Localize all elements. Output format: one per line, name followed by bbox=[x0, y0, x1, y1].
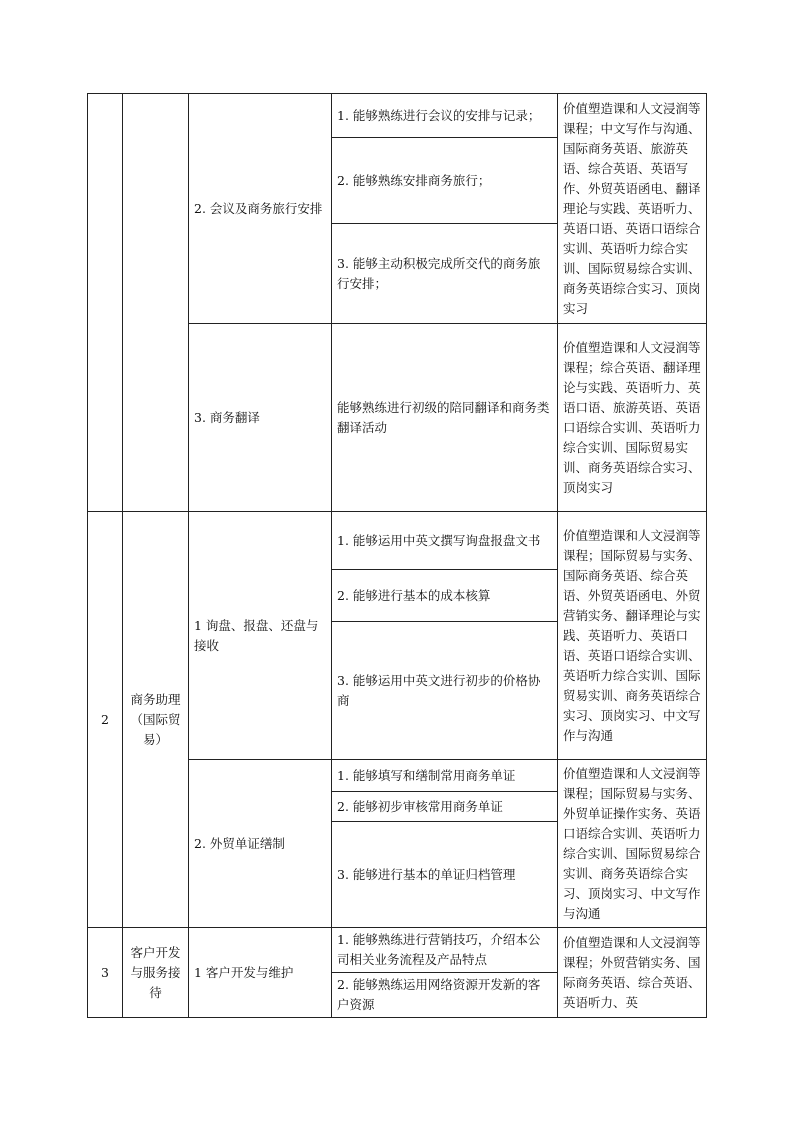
ability-cell bbox=[332, 928, 558, 973]
ability-text: 2. 能够熟练运用网络资源开发新的客户资源 bbox=[337, 977, 541, 1012]
task-name: 2. 会议及商务旅行安排 bbox=[194, 200, 323, 216]
ability-text: 3. 能够进行基本的单证归档管理 bbox=[337, 866, 516, 882]
ability-text: 2. 能够熟练安排商务旅行； bbox=[337, 172, 491, 188]
position-cell bbox=[123, 94, 189, 512]
ability-cell bbox=[332, 973, 558, 1018]
task-name: 1 询盘、报盘、还盘与接收 bbox=[194, 617, 319, 653]
ability-cell bbox=[332, 512, 558, 570]
course-cell bbox=[558, 94, 707, 324]
ability-text: 3. 能够主动积极完成所交代的商务旅行安排； bbox=[337, 255, 541, 291]
row-number-cell: 3 bbox=[88, 928, 123, 1018]
ability-cell bbox=[332, 622, 558, 760]
table-row bbox=[88, 512, 707, 570]
course-text: 价值塑造课和人文浸润等课程；国际贸易与实务、外贸单证操作实务、英语口语综合实训、英语听力综合实训、国际贸易综合实训、商务英语综合实习、顶岗实习、中文写作与沟通 bbox=[563, 765, 701, 921]
training-table bbox=[87, 93, 707, 1018]
ability-cell bbox=[332, 570, 558, 622]
ability-cell bbox=[332, 822, 558, 928]
ability-text: 2. 能够初步审核常用商务单证 bbox=[337, 798, 503, 814]
course-text: 价值塑造课和人文浸润等课程；综合英语、翻译理论与实践、英语听力、英语口语、旅游英语、英语口语综合实训、英语听力综合实训、国际贸易实训、商务英语综合实习、顶岗实习 bbox=[563, 339, 701, 495]
ability-text: 1. 能够熟练进行营销技巧，介绍本公司相关业务流程及产品特点 bbox=[337, 932, 541, 967]
course-text: 价值塑造课和人文浸润等课程；中文写作与沟通、国际商务英语、旅游英语、综合英语、英语写作、外贸英语函电、翻译理论与实践、英语听力、英语口语、英语口语综合实训、英语听力综合实训、国际贸易综合实训、商务英语综合实习、顶岗实习 bbox=[563, 100, 701, 316]
position-cell: 商务助理（国际贸易） bbox=[123, 512, 189, 928]
course-cell bbox=[558, 928, 707, 1018]
task-cell bbox=[189, 760, 332, 928]
course-cell bbox=[558, 324, 707, 512]
ability-cell bbox=[332, 224, 558, 324]
course-cell bbox=[558, 760, 707, 928]
ability-text: 1. 能够运用中英文撰写询盘报盘文书 bbox=[337, 532, 541, 548]
row-number-cell: 2 bbox=[88, 512, 123, 928]
table-row bbox=[88, 928, 707, 973]
ability-cell bbox=[332, 94, 558, 138]
ability-cell bbox=[332, 138, 558, 224]
ability-cell bbox=[332, 760, 558, 792]
ability-text: 3. 能够运用中英文进行初步的价格协商 bbox=[337, 672, 541, 708]
ability-text: 能够熟练进行初级的陪同翻译和商务类翻译活动 bbox=[337, 399, 550, 435]
ability-text: 1. 能够填写和缮制常用商务单证 bbox=[337, 767, 516, 783]
course-text: 价值塑造课和人文浸润等课程；外贸营销实务、国际商务英语、综合英语、英语听力、英 bbox=[563, 934, 701, 1010]
task-cell bbox=[189, 324, 332, 512]
task-name: 3. 商务翻译 bbox=[194, 409, 260, 425]
task-cell bbox=[189, 94, 332, 324]
position-cell: 客户开发与服务接待 bbox=[123, 928, 189, 1018]
task-cell bbox=[189, 928, 332, 1018]
row-number-cell bbox=[88, 94, 123, 512]
table-row bbox=[88, 94, 707, 138]
course-text: 价值塑造课和人文浸润等课程；国际贸易与实务、国际商务英语、综合英语、外贸英语函电、外贸营销实务、翻译理论与实践、英语听力、英语口语、英语口语综合实训、英语听力综合实训、国际贸易实训、商务英语综合实习、顶岗实习、中文写作与沟通 bbox=[563, 527, 701, 743]
task-name: 1 客户开发与维护 bbox=[194, 964, 294, 980]
course-cell bbox=[558, 512, 707, 760]
ability-text: 2. 能够进行基本的成本核算 bbox=[337, 587, 491, 603]
ability-cell bbox=[332, 792, 558, 822]
task-cell bbox=[189, 512, 332, 760]
ability-text: 1. 能够熟练进行会议的安排与记录； bbox=[337, 107, 541, 123]
task-name: 2. 外贸单证缮制 bbox=[194, 835, 285, 851]
ability-cell bbox=[332, 324, 558, 512]
